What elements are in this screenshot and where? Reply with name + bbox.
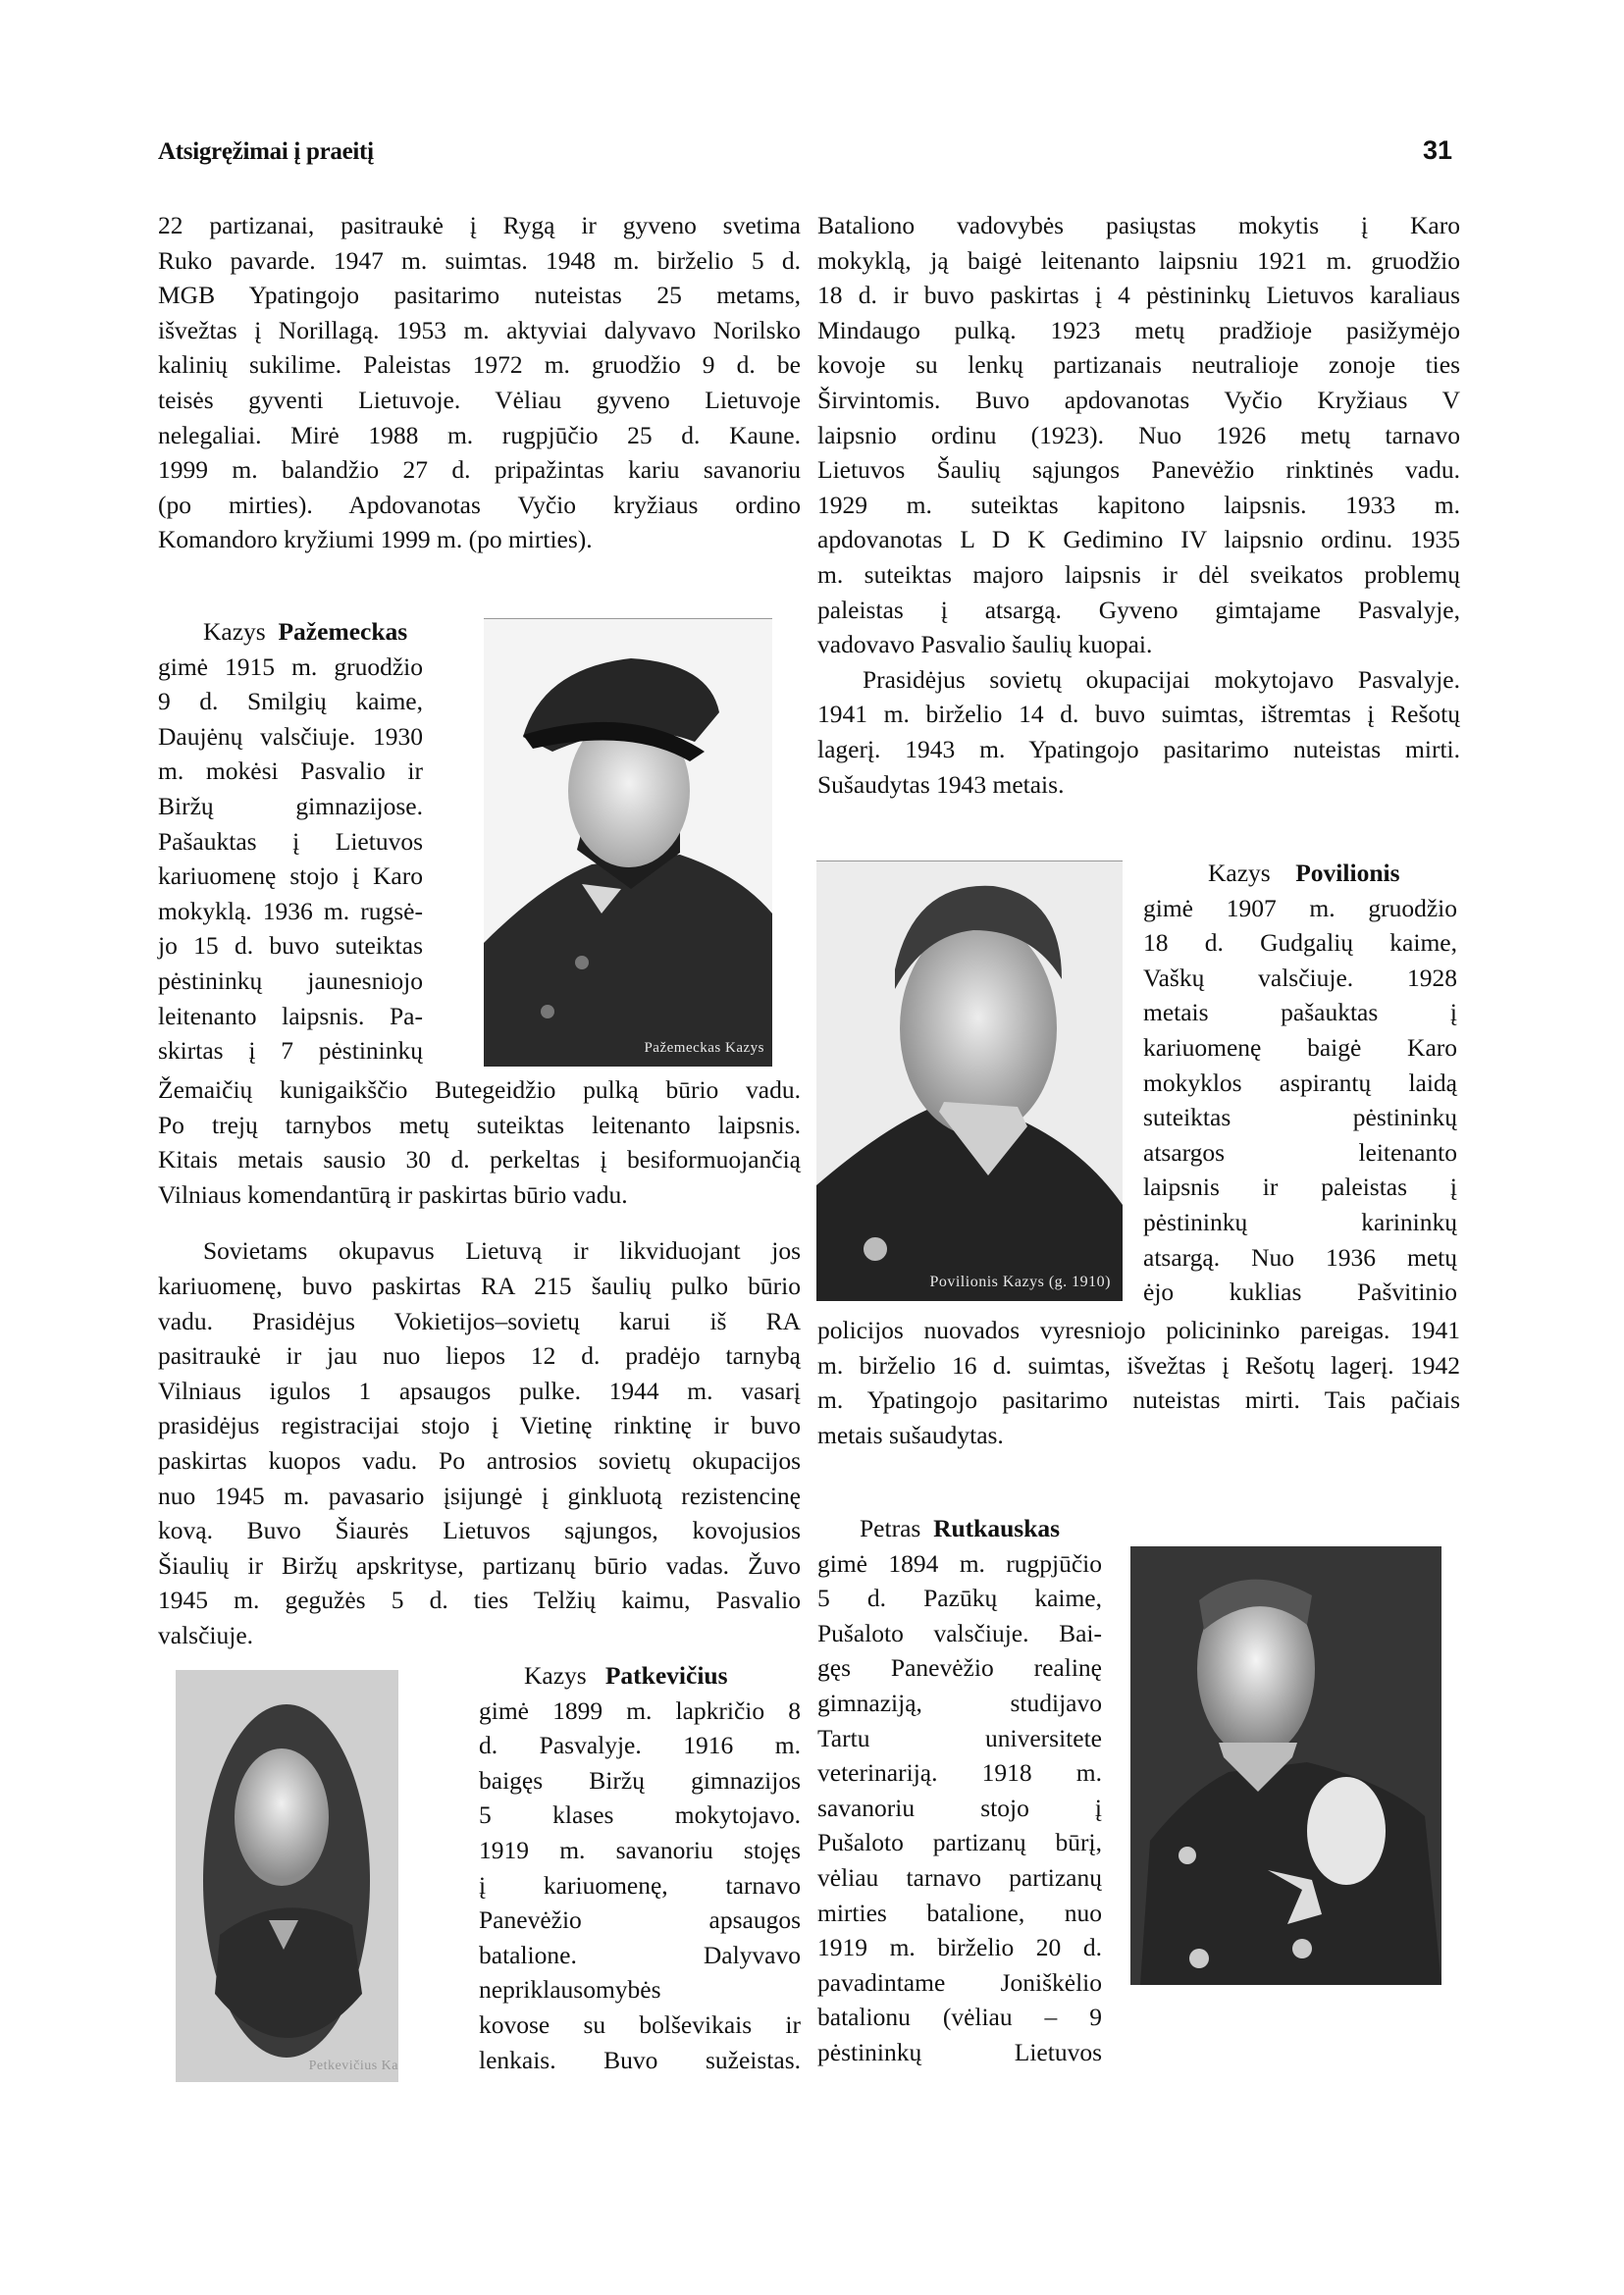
bio-line: mokyklos aspirantų laidą: [1143, 1068, 1457, 1097]
bio-line: veterinariją. 1918 m.: [817, 1758, 1102, 1788]
bio-line: Sovietams okupavus Lietuvą ir likviduojant jos: [203, 1236, 801, 1266]
intro-line: m. suteiktas majoro laipsnis ir dėl sveikatos problemų: [817, 559, 1460, 589]
patkevicius-name-heading: [479, 1658, 801, 1694]
intro-line: 18 d. ir buvo paskirtas į 4 pėstininkų Lietuvos karaliaus: [817, 281, 1460, 310]
povilionis-name-heading: [1143, 856, 1457, 891]
intro-line: laipsnio ordinu (1923). Nuo 1926 metų tarnavo: [817, 420, 1460, 449]
bio-line: 1945 m. gegužės 5 d. ties Telžių kaimu, Pasvalio: [158, 1586, 801, 1615]
rutkauskas-first-name: Petras: [860, 1514, 921, 1542]
bio-line: gimė 1894 m. rugpjūčio: [817, 1548, 1102, 1578]
bio-line: Kitais metais sausio 30 d. perkeltas į besiformuojančią: [158, 1145, 801, 1174]
intro-line: nelegaliai. Mirė 1988 m. rugpjūčio 25 d. Kaune.: [158, 420, 801, 449]
pazemeckas-surname: Pažemeckas: [278, 617, 408, 646]
bio-line: Po trejų tarnybos metų suteiktas leitenanto laipsnis.: [158, 1110, 801, 1139]
bio-line: Žemaičių kunigaikščio Butegeidžio pulką būrio vadu.: [158, 1075, 801, 1104]
intro-line: teisės gyventi Lietuvoje. Vėliau gyveno Lietuvoje: [158, 385, 801, 414]
pazemeckas-name-heading: [158, 614, 423, 650]
pazemeckas-bio-narrow: [158, 614, 423, 1069]
pazemeckas-photo-caption: Pažemeckas Kazys: [644, 1040, 764, 1056]
bio-line: Vilniaus igulos 1 apsaugos pulke. 1944 m. vasarį: [158, 1376, 801, 1405]
bio-line: savanoriu stojo į: [817, 1793, 1102, 1822]
bio-line: kovose su bolševikais ir: [479, 2009, 801, 2039]
patkevicius-surname: Patkevičius: [604, 1661, 728, 1690]
bio-line: d. Pasvalyje. 1916 m.: [479, 1731, 801, 1760]
bio-line: lenkais. Buvo sužeistas.: [479, 2045, 801, 2074]
bio-line: skirtas į 7 pėstininkų: [158, 1036, 423, 1066]
bio-line: 1919 m. birželio 20 d.: [817, 1933, 1102, 1962]
bio-line: Panevėžio apsaugos: [479, 1905, 801, 1935]
intro-line: paleistas į atsargą. Gyveno gimtajame Pasvalyje,: [817, 595, 1460, 624]
intro-line: Mindaugo pulką. 1923 metų pradžioje pasižymėjo: [817, 315, 1460, 344]
pazemeckas-first-name: Kazys: [203, 617, 266, 646]
bio-line: į kariuomenę, tarnavo: [479, 1870, 801, 1900]
bio-line: Vaškų valsčiuje. 1928: [1143, 963, 1457, 992]
bio-line: metais sušaudytas.: [817, 1420, 1004, 1449]
intro-line: 1929 m. suteiktas kapitono laipsnis. 1933 m.: [817, 490, 1460, 519]
bio-line: prasidėjus registracijai stojo į Vietinę rinktinę ir buvo: [158, 1411, 801, 1440]
bio-line: 5 klases mokytojavo.: [479, 1800, 801, 1830]
bio-line: m. Ypatingojo pasitarimo nuteistas mirti. Tais pačiais: [817, 1385, 1460, 1415]
intro-line: Bataliono vadovybės pasiųstas mokytis į Karo: [817, 211, 1460, 239]
portrait-soldier-cap-icon: [484, 619, 772, 1067]
bio-line: Pušaloto partizanų būrį,: [817, 1828, 1102, 1857]
bio-line: atsargos leitenanto: [1143, 1137, 1457, 1167]
bio-line: batalionu (vėliau – 9: [817, 2003, 1102, 2032]
bio-line: Daujėnų valsčiuje. 1930: [158, 721, 423, 751]
bio-line: vėliau tarnavo partizanų: [817, 1862, 1102, 1892]
intro-line: (po mirties). Apdovanotas Vyčio kryžiaus ordino: [158, 490, 801, 519]
intro-line: Lietuvos Šaulių sąjungos Panevėžio rinktinės vadu.: [817, 455, 1460, 485]
bio-line: gęs Panevėžio realinę: [817, 1653, 1102, 1683]
intro-line: kovoje su lenkų partizanais neutralioje zonoje ties: [817, 350, 1460, 380]
bio-line: m. mokėsi Pasvalio ir: [158, 756, 423, 786]
bio-line: kariuomenę stojo į Karo: [158, 861, 423, 891]
bio-line: Prasidėjus sovietų okupacijai mokytojavo Pasvalyje.: [863, 664, 1460, 694]
bio-line: pėstininkų jaunesniojo: [158, 965, 423, 995]
bio-line: pėstininkų karininkų: [1143, 1207, 1457, 1236]
bio-line: lagerį. 1943 m. Ypatingojo pasitarimo nuteistas mirti.: [817, 734, 1460, 763]
bio-line: m. birželio 16 d. suimtas, išvežtas į Rešotų lagerį. 1942: [817, 1350, 1460, 1380]
bio-line: ėjo kuklias Pašvitinio: [1143, 1278, 1457, 1307]
bio-line: vadu. Prasidėjus Vokietijos–sovietų karui iš RA: [158, 1306, 801, 1335]
bio-line: baigęs Biržų gimnazijos: [479, 1765, 801, 1795]
bio-line: gimė 1899 m. lapkričio 8: [479, 1695, 801, 1725]
intro-line: Komandoro kryžiumi 1999 m. (po mirties).: [158, 525, 593, 554]
povilionis-surname: Povilionis: [1295, 859, 1400, 887]
bio-line: 1919 m. savanoriu stojęs: [479, 1835, 801, 1864]
bio-line: policijos nuovados vyresniojo policininko pareigas. 1941: [817, 1316, 1460, 1344]
bio-line: laipsnis ir paleistas į: [1143, 1173, 1457, 1202]
povilionis-photo: [816, 861, 1123, 1301]
povilionis-first-name: Kazys: [1208, 859, 1271, 887]
bio-line: Biržų gimnazijose.: [158, 791, 423, 820]
paragraph-gap: [158, 1212, 801, 1233]
bio-line: gimnaziją, studijavo: [817, 1688, 1102, 1717]
intro-line: išvežtas į Norillagą. 1953 m. aktyviai dalyvavo Norilsko: [158, 315, 801, 344]
bio-line: gimė 1907 m. gruodžio: [1143, 893, 1457, 922]
bio-line: 5 d. Pazūkų kaime,: [817, 1584, 1102, 1613]
running-title: Atsigręžimai į praeitį: [158, 138, 374, 165]
bio-line: mirties batalione, nuo: [817, 1898, 1102, 1927]
povilionis-bio-narrow: [1143, 856, 1457, 1310]
intro-line: vadovavo Pasvalio šaulių kuopai.: [817, 630, 1153, 659]
patkevicius-bio: [479, 1658, 801, 2077]
bio-line: Šiaulių ir Biržų apskrityse, partizanų būrio vadas. Žuvo: [158, 1550, 801, 1580]
intro-line: MGB Ypatingojo pasitarimo nuteistas 25 metams,: [158, 281, 801, 310]
bio-line: 9 d. Smilgių kaime,: [158, 687, 423, 716]
povilionis-bio-wide: [817, 1313, 1460, 1452]
pazemeckas-photo: [484, 618, 772, 1067]
bio-line: pėstininkų Lietuvos: [817, 2037, 1102, 2066]
bio-line: nuo 1945 m. pavasario įsijungė į ginkluotą rezistencinę: [158, 1481, 801, 1510]
pazemeckas-bio-wide: [158, 1072, 801, 1653]
bio-line: pasitraukė ir jau nuo liepos 12 d. pradėjo tarnybą: [158, 1341, 801, 1371]
povilionis-photo-caption: Povilionis Kazys (g. 1910): [929, 1274, 1111, 1290]
bio-line: suteiktas pėstininkų: [1143, 1103, 1457, 1132]
patkevicius-photo-caption: Petkevičius Ka: [308, 2059, 398, 2073]
intro-line: kalinių sukilime. Paleistas 1972 m. gruodžio 9 d. be: [158, 350, 801, 380]
patkevicius-first-name: Kazys: [524, 1661, 587, 1690]
oval-portrait-icon: [176, 1670, 398, 2082]
page-number: 31: [1423, 135, 1453, 165]
bio-line: gimė 1915 m. gruodžio: [158, 652, 423, 681]
bio-line: 18 d. Gudgalių kaime,: [1143, 928, 1457, 958]
bio-line: 1941 m. birželio 14 d. buvo suimtas, ištremtas į Rešotų: [817, 700, 1460, 729]
bio-line: jo 15 d. buvo suteiktas: [158, 931, 423, 961]
rutkauskas-photo: [1130, 1546, 1441, 1985]
bio-line: valsčiuje.: [158, 1620, 254, 1649]
bio-line: pavadintame Joniškėlio: [817, 1967, 1102, 1997]
bio-line: leitenanto laipsnis. Pa-: [158, 1001, 423, 1030]
bio-line: Pašauktas į Lietuvos: [158, 826, 423, 856]
right-intro-paragraph: [817, 208, 1460, 802]
bio-line: kariuomenę, buvo paskirtas RA 215 šaulių pulko būrio: [158, 1271, 801, 1300]
bio-line: Pušaloto valsčiuje. Bai-: [817, 1618, 1102, 1647]
bio-line: Sušaudytas 1943 metais.: [817, 769, 1065, 799]
intro-line: mokyklą, ją baigė leitenanto laipsniu 1921 m. gruodžio: [817, 245, 1460, 275]
intro-line: 22 partizanai, pasitraukė į Rygą ir gyveno svetima: [158, 211, 801, 239]
bio-line: mokyklą. 1936 m. rugsė-: [158, 896, 423, 925]
left-intro-paragraph: [158, 208, 801, 557]
portrait-young-man-icon: [816, 861, 1123, 1301]
intro-line: apdovanotas L D K Gedimino IV laipsnio ordinu. 1935: [817, 525, 1460, 554]
bio-line: kariuomenę baigė Karo: [1143, 1032, 1457, 1062]
bio-line: batalione. Dalyvavo: [479, 1940, 801, 1969]
bio-line: kovą. Buvo Šiaurės Lietuvos sąjungos, kovojusios: [158, 1516, 801, 1545]
bio-line: Tartu universitete: [817, 1723, 1102, 1752]
rutkauskas-name-heading: [817, 1511, 1102, 1546]
intro-line: Širvintomis. Buvo apdovanotas Vyčio Kryžiaus V: [817, 385, 1460, 414]
bio-line: paskirtas kuopos vadu. Po antrosios sovietų okupacijos: [158, 1445, 801, 1475]
intro-line: 1999 m. balandžio 27 d. pripažintas kariu savanoriu: [158, 455, 801, 485]
portrait-officer-uniform-icon: [1130, 1546, 1441, 1985]
intro-line: Ruko pavarde. 1947 m. suimtas. 1948 m. birželio 5 d.: [158, 245, 801, 275]
bio-line: atsargą. Nuo 1936 metų: [1143, 1242, 1457, 1272]
rutkauskas-bio: [817, 1511, 1102, 2070]
bio-line: metais pašauktas į: [1143, 998, 1457, 1027]
patkevicius-photo: [176, 1670, 398, 2082]
bio-line: Vilniaus komendantūrą ir paskirtas būrio vadu.: [158, 1179, 628, 1209]
rutkauskas-surname: Rutkauskas: [933, 1514, 1061, 1542]
bio-line: nepriklausomybės: [479, 1975, 661, 2005]
